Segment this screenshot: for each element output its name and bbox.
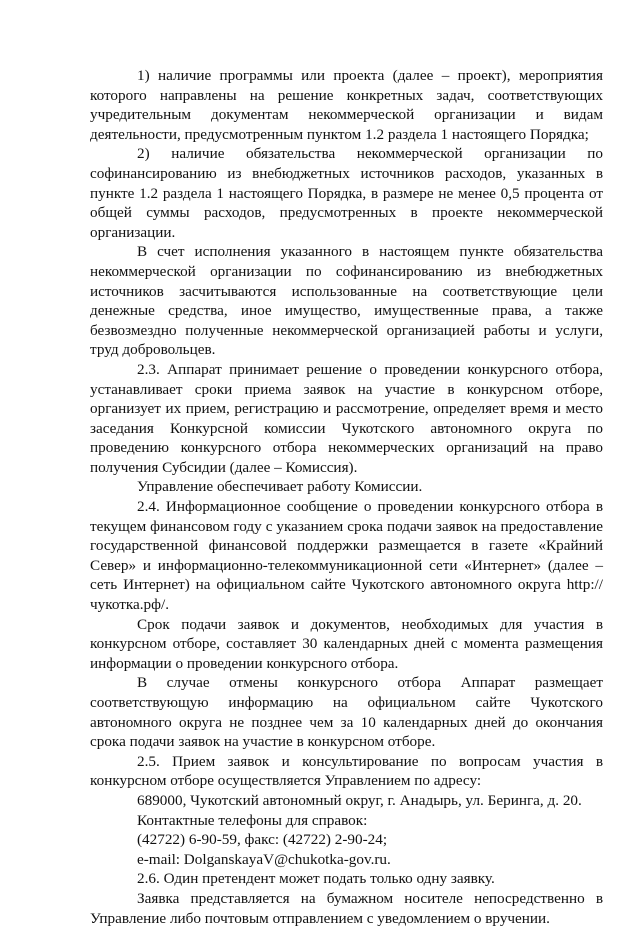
paragraph-item-2: 2) наличие обязательства некоммерческой организации по софинансированию из внебюджетных источников расходов, указанных в пункте 1.2 раздела 1 настоящего Порядка, в размере не менее 0,5 процента от общей суммы расходов, предусмотренных в проекте некоммерческой организации. (90, 145, 603, 241)
paragraph-item-1: 1) наличие программы или проекта (далее – проект), мероприятия которого направлены на решение конкретных задач, соответствующих учредительным документам некоммерческой организации и видам деятельности, предусмотренным пунктом 1.2 раздела 1 настоящего Порядка; (90, 67, 603, 143)
phones: (42722) 6-90-59, факс: (42722) 2-90-24; (137, 831, 388, 849)
paragraph-submission: Заявка представляется на бумажном носителе непосредственно в Управление либо почтовым отправлением с уведомлением о вручении. (90, 889, 603, 927)
paragraph-commission-support: Управление обеспечивает работу Комиссии. (137, 478, 423, 496)
paragraph-cancellation: В случае отмены конкурсного отбора Аппарат размещает соответствующую информацию на официальном сайте Чукотского автономного округа не позднее чем за 10 календарных дней до окончания срока подачи заявок на участие в конкурсном отборе. (90, 674, 603, 751)
paragraph-2-5: 2.5. Прием заявок и консультирование по вопросам участия в конкурсном отборе осуществляется Управлением по адресу: (90, 752, 603, 790)
paragraph-deadline: Срок подачи заявок и документов, необходимых для участия в конкурсном отборе, составляет 30 календарных дней с момента размещения информации о проведении конкурсного отбора. (90, 615, 603, 672)
paragraph-2-3: 2.3. Аппарат принимает решение о проведении конкурсного отбора, устанавливает сроки приема заявок на участие в конкурсном отборе, организует их прием, регистрацию и рассмотрение, определяет время и место заседания Конкурсной комиссии Чукотского автономного округа по проведению конкурсного отбора некоммерческих организаций на право получения Субсидии (далее – Комиссия). (90, 360, 603, 476)
paragraph-2-6: 2.6. Один претендент может подать только одну заявку. (137, 870, 495, 888)
paragraph-cofinancing: В счет исполнения указанного в настоящем пункте обязательства некоммерческой организации по софинансированию из внебюджетных источников засчитываются использованные на соответствующие цели денежные средства, иное имущество, имущественные права, а также безвозмездно полученные некоммерческой организацией работы и услуги, труд добровольцев. (90, 243, 603, 359)
paragraph-2-4: 2.4. Информационное сообщение о проведении конкурсного отбора в текущем финансовом году с указанием срока подачи заявок на предоставление государственной финансовой поддержки размещается в газете «Крайний Север» и информационно-телекоммуникационной сети «Интернет» (далее – сеть Интернет) на официальном сайте Чукотского автономного округа http://чукотка.рф/. (90, 498, 603, 614)
email: e-mail: DolganskayaV@chukotka-gov.ru. (137, 850, 391, 868)
phones-label: Контактные телефоны для справок: (137, 811, 368, 829)
document-page (90, 66, 603, 928)
address: 689000, Чукотский автономный округ, г. Анадырь, ул. Беринга, д. 20. (137, 791, 582, 809)
